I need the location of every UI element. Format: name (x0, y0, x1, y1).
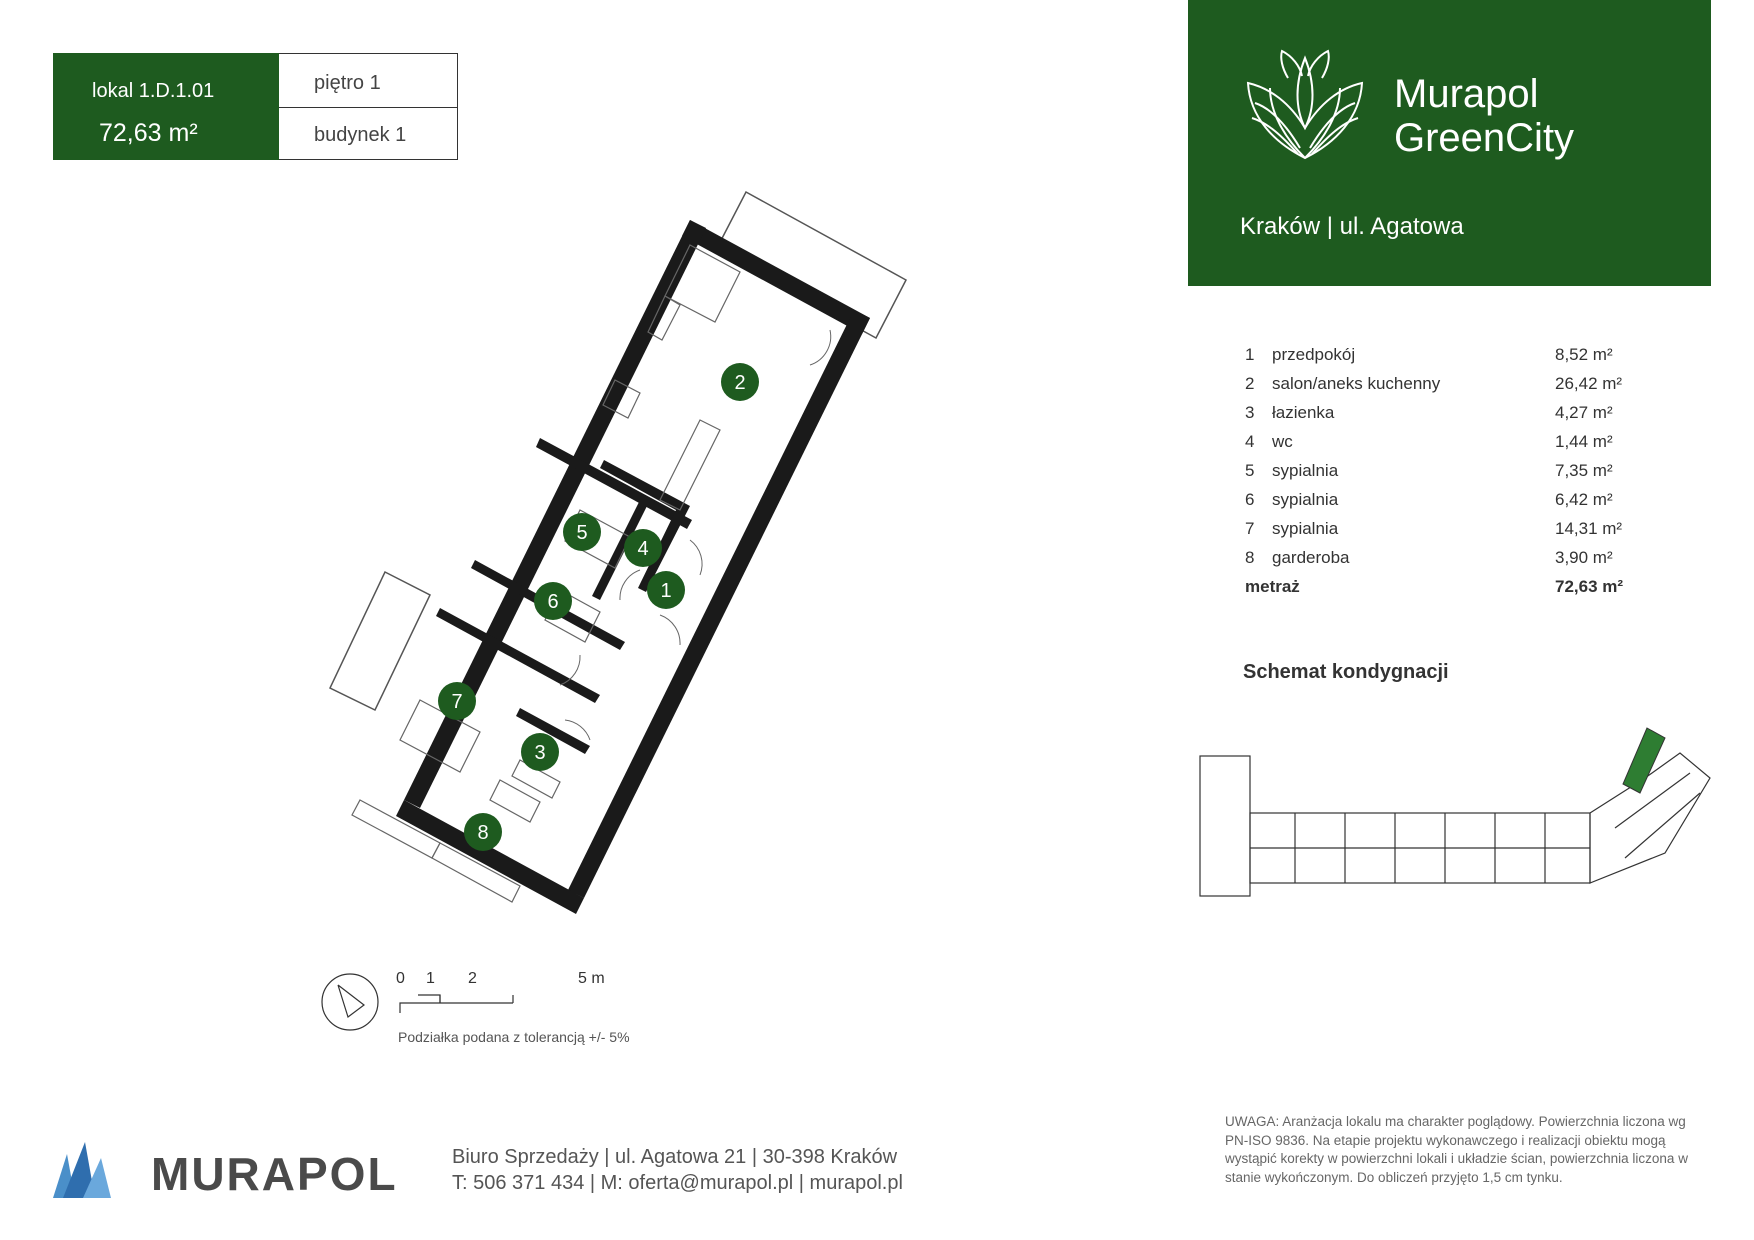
room-badge-label: 1 (660, 580, 672, 602)
exterior-walls (396, 220, 870, 914)
murapol-logo-text: MURAPOL (151, 1148, 398, 1200)
room-row (1245, 548, 1645, 577)
room-area: 4,27 m² (1555, 403, 1613, 422)
brand-name-line2: GreenCity (1394, 116, 1575, 160)
floor-plan (320, 185, 940, 925)
room-area: 1,44 m² (1555, 432, 1613, 451)
room-name: wc (1272, 432, 1293, 451)
scale-note: Podziałka podana z tolerancją +/- 5% (398, 1029, 630, 1045)
unit-number: lokal 1.D.1.01 (92, 80, 215, 102)
disclaimer-note: UWAGA: Aranżacja lokalu ma charakter poglądowy. Powierzchnia liczona wg PN-ISO 9836. Na etapie projektu wykonawczego i realizacji obiektu mogą wystąpić korekty w powierzchni lokali i układzie ścian, powierzchnia liczona w stanie wykończonym. Do obliczeń przyjęto 1,5 cm tynku. (1225, 1114, 1688, 1185)
room-badge-label: 2 (734, 372, 746, 394)
floor-label: piętro 1 (314, 72, 381, 94)
floor-schema-diagram (1195, 718, 1715, 898)
room-name: garderoba (1272, 548, 1350, 567)
building-label: budynek 1 (314, 124, 407, 146)
floor-schema-title: Schemat kondygnacji (1243, 661, 1449, 683)
room-row (1245, 403, 1645, 432)
scale-bar (318, 965, 618, 1035)
murapol-logo (53, 1140, 413, 1200)
room-row (1245, 345, 1645, 374)
tulip-logo-icon (1240, 48, 1370, 163)
balcony-left (330, 572, 430, 710)
room-number: 5 (1245, 461, 1255, 480)
room-number: 6 (1245, 490, 1255, 509)
room-badge-label: 6 (547, 591, 559, 613)
total-area: 72,63 m² (1555, 577, 1624, 596)
room-area: 26,42 m² (1555, 374, 1623, 393)
room-name: sypialnia (1272, 519, 1339, 538)
room-table (1245, 345, 1645, 606)
total-row (1245, 577, 1645, 606)
office-address: Biuro Sprzedaży | ul. Agatowa 21 | 30-398 Kraków (452, 1146, 898, 1168)
room-name: sypialnia (1272, 461, 1339, 480)
room-row (1245, 374, 1645, 403)
room-badge-label: 4 (637, 538, 649, 560)
room-row (1245, 519, 1645, 548)
room-number: 7 (1245, 519, 1255, 538)
room-number: 2 (1245, 374, 1255, 393)
office-contact: T: 506 371 434 | M: oferta@murapol.pl | murapol.pl (452, 1172, 903, 1194)
room-badge-label: 3 (534, 742, 546, 764)
room-area: 6,42 m² (1555, 490, 1613, 509)
brand-location: Kraków | ul. Agatowa (1240, 213, 1464, 240)
room-area: 7,35 m² (1555, 461, 1613, 480)
room-name: przedpokój (1272, 345, 1356, 364)
highlighted-unit (1623, 728, 1665, 793)
room-number: 1 (1245, 345, 1255, 364)
room-name: salon/aneks kuchenny (1272, 374, 1441, 393)
brand-name-line1: Murapol (1394, 72, 1539, 116)
room-number: 8 (1245, 548, 1255, 567)
room-area: 8,52 m² (1555, 345, 1613, 364)
scale-tick: 5 m (578, 970, 605, 987)
scale-tick: 1 (426, 970, 435, 987)
room-row (1245, 461, 1645, 490)
room-name: sypialnia (1272, 490, 1339, 509)
compass-icon (322, 974, 378, 1030)
room-area: 14,31 m² (1555, 519, 1623, 538)
room-number: 3 (1245, 403, 1255, 422)
room-row (1245, 490, 1645, 519)
scale-tick: 2 (468, 970, 477, 987)
room-area: 3,90 m² (1555, 548, 1613, 567)
unit-area: 72,63 m² (99, 119, 198, 147)
room-row (1245, 432, 1645, 461)
total-label: metraż (1245, 577, 1300, 596)
room-badge-label: 7 (451, 691, 463, 713)
room-badge-label: 5 (576, 522, 588, 544)
room-name: łazienka (1272, 403, 1335, 422)
room-number: 4 (1245, 432, 1255, 451)
scale-tick: 0 (396, 970, 405, 987)
room-badge-label: 8 (477, 822, 489, 844)
